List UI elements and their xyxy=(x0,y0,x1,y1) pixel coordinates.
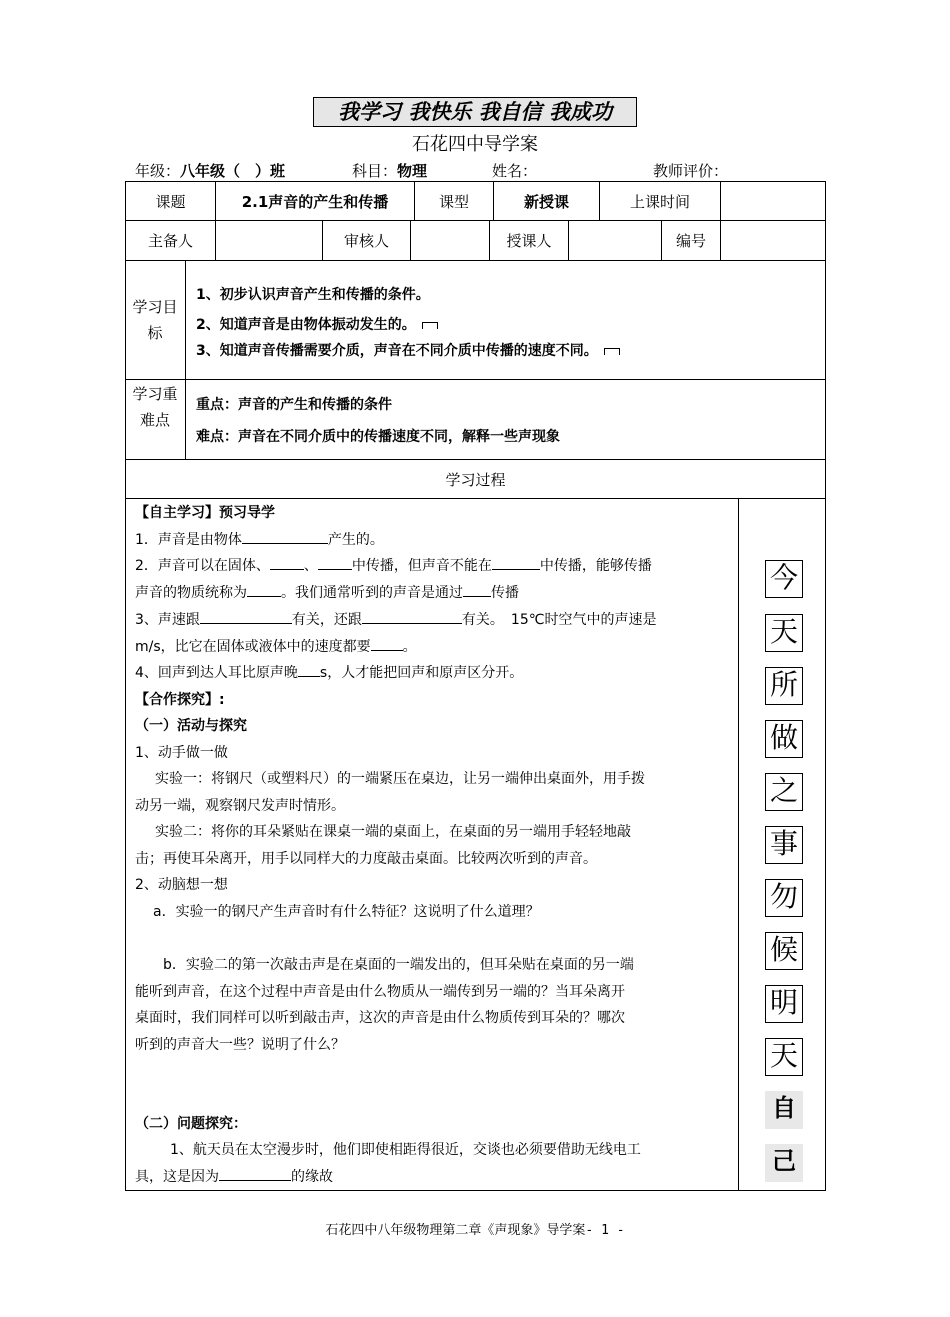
goals-label: 学习目标 xyxy=(132,298,178,342)
teacher-value[interactable] xyxy=(569,220,661,260)
motto-char: 己 xyxy=(765,1144,803,1182)
motto-char: 所 xyxy=(765,667,803,705)
lesson-type-label: 课型 xyxy=(438,192,469,211)
difficulty-point: 难点：声音在不同介质中的传播速度不同，解释一些声现象 xyxy=(196,429,560,445)
topic-label: 课题 xyxy=(155,192,186,211)
question-b-line-2: 能听到声音，在这个过程中声音是由什么物质从一端传到另一端的？当耳朵离开 xyxy=(135,984,625,1000)
goal-item-2: 2、知道声音是由物体振动发生的。 xyxy=(196,314,438,334)
subject-value: 物理 xyxy=(397,162,428,180)
number-value[interactable] xyxy=(721,220,825,260)
teacher-evaluation-label: 教师评价： xyxy=(653,162,729,180)
question-b-line-1: b．实验二的第一次敲击声是在桌面的一端发出的，但耳朵贴在桌面的另一端 xyxy=(163,957,634,973)
motto-char: 今 xyxy=(765,560,803,598)
motto-char: 勿 xyxy=(765,879,803,917)
question-3-line-2: m/s，比它在固体或液体中的速度都要 。 xyxy=(135,636,417,656)
number-label: 编号 xyxy=(675,231,706,250)
process-label: 学习过程 xyxy=(445,470,506,489)
slogan-banner: 我学习 我快乐 我自信 我成功 xyxy=(313,97,637,127)
name-label: 姓名： xyxy=(492,162,538,180)
class-time-label: 上课时间 xyxy=(629,192,690,211)
hands-on-title: 1、动手做一做 xyxy=(135,745,228,761)
question-2-line-1: 2．声音可以在固体、 、 中传播，但声音不能在 中传播，能够传播 xyxy=(135,555,652,575)
question-a: a．实验一的钢尺产生声音时有什么特征？这说明了什么道理？ xyxy=(153,904,540,920)
problem-1-line-1: 1、航天员在太空漫步时，他们即使相距得很近，交谈也必须要借助无线电工 xyxy=(170,1142,641,1158)
page-footer: 石花四中八年级物理第二章《声现象》导学案- 1 - xyxy=(325,1223,625,1238)
teacher-label: 授课人 xyxy=(506,231,552,250)
question-1: 1．声音是由物体 产生的。 xyxy=(135,529,384,549)
subject-info xyxy=(352,160,427,181)
problem-title: （二）问题探究： xyxy=(135,1116,247,1132)
goal-item-1: 1、初步认识声音产生和传播的条件。 xyxy=(196,287,430,303)
think-title: 2、动脑想一想 xyxy=(135,877,228,893)
grade-info xyxy=(135,160,285,181)
key-points-label: 学习重难点 xyxy=(132,385,178,429)
self-study-title: 【自主学习】预习导学 xyxy=(135,505,275,521)
motto-char: 自 xyxy=(765,1091,803,1129)
lesson-type-value: 新授课 xyxy=(523,192,569,211)
activity-title: （一）活动与探究 xyxy=(135,718,247,734)
school-title: 石花四中导学案 xyxy=(412,134,538,155)
problem-1-line-2: 具，这是因为 的缘故 xyxy=(135,1166,333,1186)
question-b-line-4: 听到的声音大一些？说明了什么？ xyxy=(135,1037,345,1053)
reviewer-value[interactable] xyxy=(411,220,489,260)
motto-char: 天 xyxy=(765,614,803,652)
question-2-line-2: 声音的物质统称为 。我们通常听到的声音是通过 传播 xyxy=(135,582,519,602)
topic-value: 2.1声音的产生和传播 xyxy=(241,192,389,211)
experiment-1-line-2: 动另一端，观察钢尺发声时情形。 xyxy=(135,798,345,814)
experiment-2-line-1: 实验二：将你的耳朵紧贴在课桌一端的桌面上，在桌面的另一端用手轻轻地敲 xyxy=(155,824,631,840)
grade-value: 八年级（ ）班 xyxy=(180,162,286,180)
class-time-value[interactable] xyxy=(721,182,825,220)
lesson-table xyxy=(125,181,826,1191)
subject-label: 科目： xyxy=(352,162,398,180)
key-point: 重点：声音的产生和传播的条件 xyxy=(196,397,392,413)
preparer-label: 主备人 xyxy=(147,231,193,250)
question-b-line-3: 桌面时，我们同样可以听到敲击声，这次的声音是由什么物质传到耳朵的？哪次 xyxy=(135,1010,625,1026)
reviewer-label: 审核人 xyxy=(343,231,389,250)
experiment-2-line-2: 击；再使耳朵离开，用手以同样大的力度敲击桌面。比较两次听到的声音。 xyxy=(135,851,597,867)
motto-char: 之 xyxy=(765,773,803,811)
motto-char: 候 xyxy=(765,932,803,970)
question-4: 4、回声到达人耳比原声晚 s，人才能把回声和原声区分开。 xyxy=(135,662,523,682)
question-3-line-1: 3、声速跟 有关，还跟 有关。 15℃时空气中的声速是 xyxy=(135,609,656,629)
coop-title: 【合作探究】: xyxy=(135,692,225,708)
motto-char: 天 xyxy=(765,1038,803,1076)
motto-char: 事 xyxy=(765,826,803,864)
grade-label: 年级： xyxy=(135,162,181,180)
preparer-value[interactable] xyxy=(216,220,322,260)
motto-char: 明 xyxy=(765,985,803,1023)
goal-item-3: 3、知道声音传播需要介质，声音在不同介质中传播的速度不同。 xyxy=(196,340,620,360)
experiment-1-line-1: 实验一：将钢尺（或塑料尺）的一端紧压在桌边，让另一端伸出桌面外，用手拨 xyxy=(155,771,645,787)
motto-char: 做 xyxy=(765,720,803,758)
